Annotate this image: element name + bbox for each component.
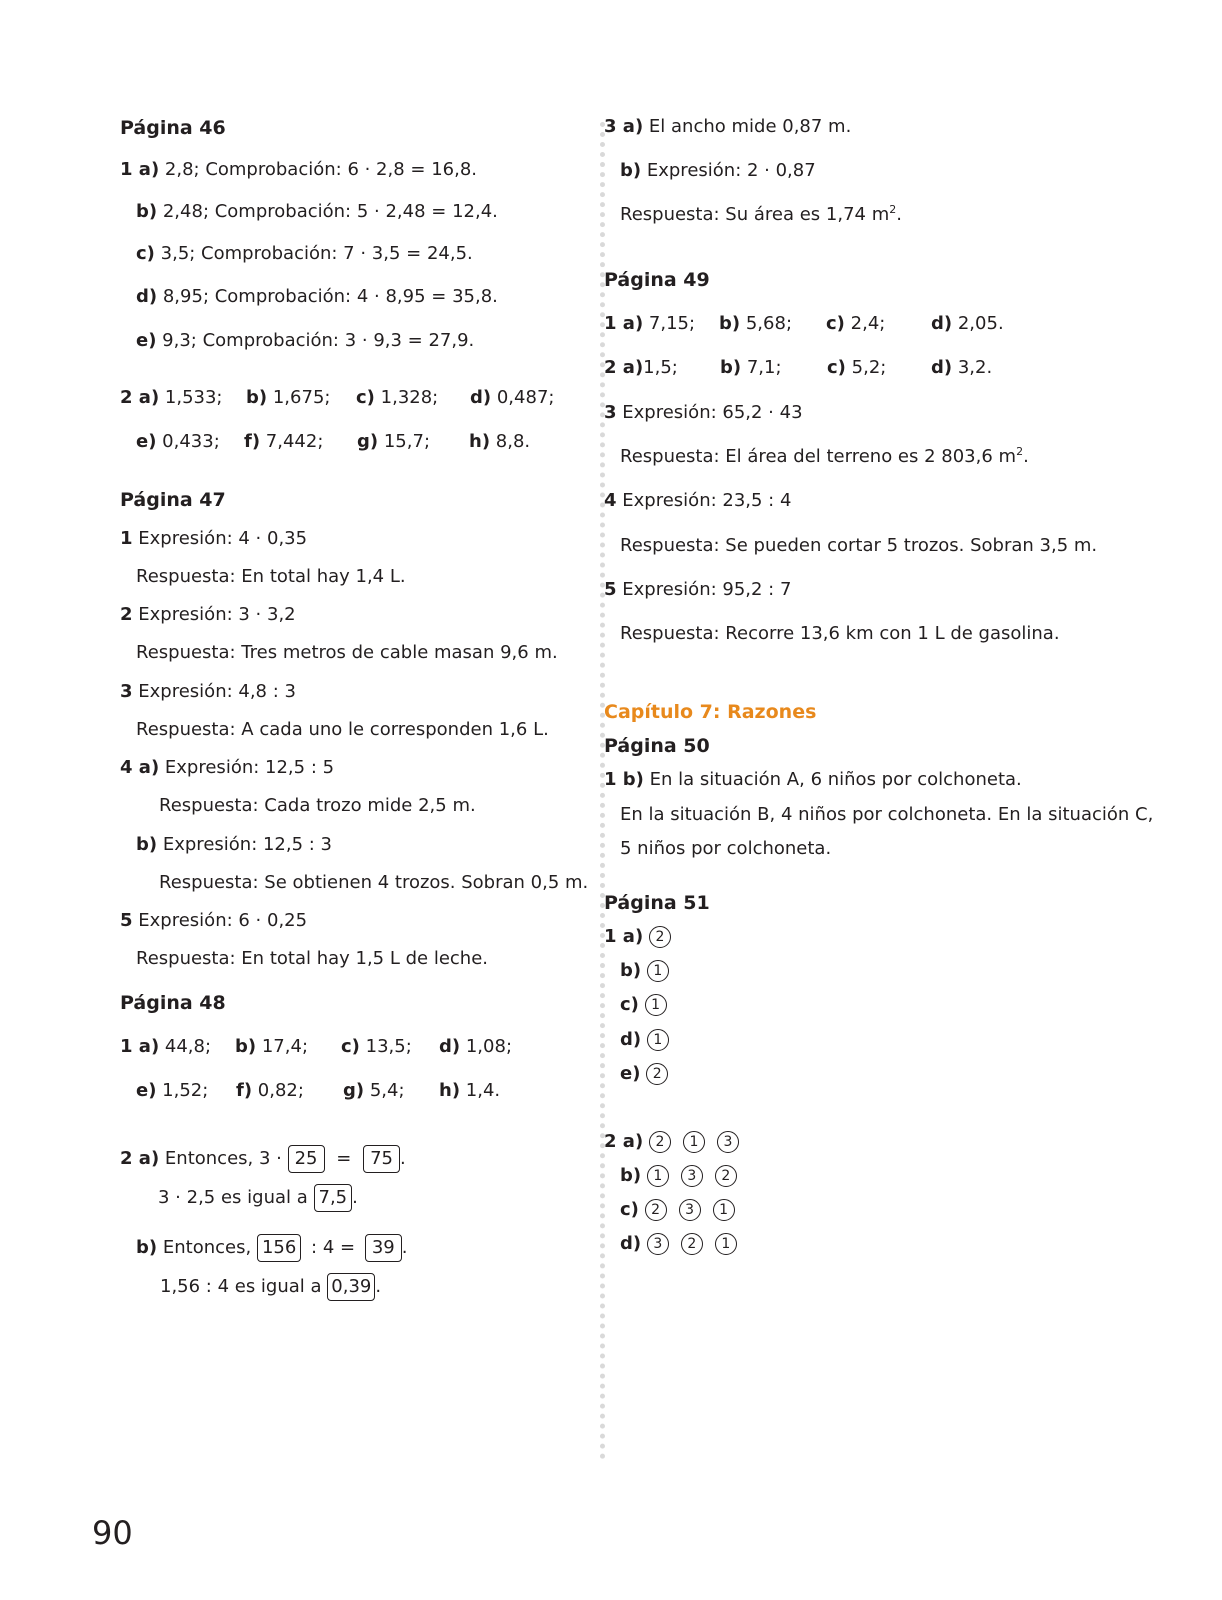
answer-48-1f: f) 0,82; <box>236 1080 304 1101</box>
answer-51-1d: d) 1 <box>620 1029 681 1051</box>
answer-48-2a-line1: 2 a) Entonces, 3 · 25 = 75 . <box>120 1145 406 1173</box>
answer-48-3b: b) Expresión: 2 · 0,87 <box>620 160 816 181</box>
answer-box: 156 <box>257 1234 301 1262</box>
answer-49-1a: 1 a) 7,15; <box>604 313 696 334</box>
answer-box: 25 <box>288 1145 325 1173</box>
answer-box: 0,39 <box>327 1273 375 1301</box>
answer-49-2b: b) 7,1; <box>720 357 782 378</box>
answer-47-4a-expr: 4 a) Expresión: 12,5 : 5 <box>120 757 335 778</box>
answer-47-4a-resp: Respuesta: Cada trozo mide 2,5 m. <box>159 795 476 816</box>
page-47-heading: Página 47 <box>120 489 226 511</box>
answer-48-3-resp: Respuesta: Su área es 1,74 $m^2$. <box>620 203 902 225</box>
circled-number: 1 <box>715 1233 737 1255</box>
circled-number: 3 <box>647 1233 669 1255</box>
answer-51-2c: c) 2 3 1 <box>620 1199 747 1221</box>
answer-48-2b-line2: 1,56 : 4 es igual a 0,39 . <box>160 1273 381 1301</box>
answer-47-3-resp: Respuesta: A cada uno le corresponden 1,6 L. <box>136 719 549 740</box>
circled-number: 2 <box>645 1199 667 1221</box>
answer-47-4b-resp: Respuesta: Se obtienen 4 trozos. Sobran 0,5 m. <box>159 872 589 893</box>
answer-49-1c: c) 2,4; <box>826 313 886 334</box>
answer-49-4-resp: Respuesta: Se pueden cortar 5 trozos. Sobran 3,5 m. <box>620 535 1098 556</box>
answer-49-1d: d) 2,05. <box>931 313 1004 334</box>
answer-50-1b-line1: 1 b) En la situación A, 6 niños por colchoneta. <box>604 769 1022 790</box>
answer-48-1g: g) 5,4; <box>343 1080 405 1101</box>
answer-49-2a: 2 a)1,5; <box>604 357 678 378</box>
circled-number: 1 <box>645 994 667 1016</box>
page-48-heading: Página 48 <box>120 992 226 1014</box>
answer-46-2d: d) 0,487; <box>470 387 555 408</box>
answer-46-1d: d) 8,95; Comprobación: 4 · 8,95 = 35,8. <box>136 286 498 307</box>
answer-46-2g: g) 15,7; <box>357 431 431 452</box>
page-number: 90 <box>92 1514 133 1552</box>
circled-number: 1 <box>713 1199 735 1221</box>
answer-51-1e: e) 2 <box>620 1063 680 1085</box>
circled-number: 2 <box>681 1233 703 1255</box>
circled-number: 2 <box>715 1165 737 1187</box>
circled-number: 2 <box>646 1063 668 1085</box>
answer-51-1a: 1 a) 2 <box>604 926 683 948</box>
answer-48-1e: e) 1,52; <box>136 1080 209 1101</box>
answer-49-2d: d) 3,2. <box>931 357 993 378</box>
page-49-heading: Página 49 <box>604 269 710 291</box>
circled-number: 1 <box>647 1165 669 1187</box>
answer-48-2a-line2: 3 · 2,5 es igual a 7,5 . <box>158 1184 358 1212</box>
answer-49-1b: b) 5,68; <box>719 313 793 334</box>
page-46-heading: Página 46 <box>120 117 226 139</box>
circled-number: 3 <box>717 1131 739 1153</box>
chapter-heading: Capítulo 7: Razones <box>604 701 817 723</box>
answer-46-1b: b) 2,48; Comprobación: 5 · 2,48 = 12,4. <box>136 201 498 222</box>
page-50-heading: Página 50 <box>604 735 710 757</box>
circled-number: 2 <box>649 1131 671 1153</box>
answer-47-2-resp: Respuesta: Tres metros de cable masan 9,6 m. <box>136 642 558 663</box>
circled-number: 2 <box>649 926 671 948</box>
answer-46-2b: b) 1,675; <box>246 387 331 408</box>
answer-51-2a: 2 a) 2 1 3 <box>604 1131 751 1153</box>
answer-48-2b-line1: b) Entonces, 156 : 4 = 39 . <box>136 1234 407 1262</box>
answer-51-2d: d) 3 2 1 <box>620 1233 749 1255</box>
answer-47-2-expr: 2 Expresión: 3 · 3,2 <box>120 604 296 625</box>
answer-47-4b-expr: b) Expresión: 12,5 : 3 <box>136 834 333 855</box>
circled-number: 3 <box>681 1165 703 1187</box>
answer-box: 7,5 <box>314 1184 353 1212</box>
answer-47-1-resp: Respuesta: En total hay 1,4 L. <box>136 566 406 587</box>
answer-50-1b-line2: En la situación B, 4 niños por colchoneta. En la situación C, <box>620 804 1154 825</box>
answer-47-5-expr: 5 Expresión: 6 · 0,25 <box>120 910 308 931</box>
answer-47-5-resp: Respuesta: En total hay 1,5 L de leche. <box>136 948 489 969</box>
answer-box: 75 <box>363 1145 400 1173</box>
answer-48-3a: 3 a) El ancho mide 0,87 m. <box>604 116 852 137</box>
answer-46-1c: c) 3,5; Comprobación: 7 · 3,5 = 24,5. <box>136 243 473 264</box>
page-51-heading: Página 51 <box>604 892 710 914</box>
answer-51-2b: b) 1 3 2 <box>620 1165 749 1187</box>
answer-50-1b-line3: 5 niños por colchoneta. <box>620 838 832 859</box>
answer-48-1a: 1 a) 44,8; <box>120 1036 212 1057</box>
answer-49-2c: c) 5,2; <box>827 357 887 378</box>
answer-48-1b: b) 17,4; <box>235 1036 309 1057</box>
circled-number: 1 <box>647 1029 669 1051</box>
answer-48-1d: d) 1,08; <box>439 1036 513 1057</box>
answer-46-2e: e) 0,433; <box>136 431 220 452</box>
answer-47-1-expr: 1 Expresión: 4 · 0,35 <box>120 528 308 549</box>
answer-49-3-expr: 3 Expresión: 65,2 · 43 <box>604 402 803 423</box>
answer-49-3-resp: Respuesta: El área del terreno es 2 803,6 $m^2$. <box>620 445 1029 467</box>
answer-47-3-expr: 3 Expresión: 4,8 : 3 <box>120 681 296 702</box>
answer-51-1b: b) 1 <box>620 960 681 982</box>
answer-46-2f: f) 7,442; <box>244 431 324 452</box>
answer-48-1h: h) 1,4. <box>439 1080 501 1101</box>
answer-51-1c: c) 1 <box>620 994 679 1016</box>
answer-46-1e: e) 9,3; Comprobación: 3 · 9,3 = 27,9. <box>136 330 475 351</box>
answer-46-2a: 2 a) 1,533; <box>120 387 223 408</box>
answer-49-4-expr: 4 Expresión: 23,5 : 4 <box>604 490 792 511</box>
answer-box: 39 <box>365 1234 402 1262</box>
answer-46-2h: h) 8,8. <box>469 431 531 452</box>
answer-49-5-resp: Respuesta: Recorre 13,6 km con 1 L de gasolina. <box>620 623 1060 644</box>
answer-48-1c: c) 13,5; <box>341 1036 412 1057</box>
circled-number: 1 <box>647 960 669 982</box>
answer-46-1a: 1 a) 2,8; Comprobación: 6 · 2,8 = 16,8. <box>120 159 478 180</box>
circled-number: 3 <box>679 1199 701 1221</box>
answer-46-2c: c) 1,328; <box>356 387 439 408</box>
answer-49-5-expr: 5 Expresión: 95,2 : 7 <box>604 579 792 600</box>
circled-number: 1 <box>683 1131 705 1153</box>
